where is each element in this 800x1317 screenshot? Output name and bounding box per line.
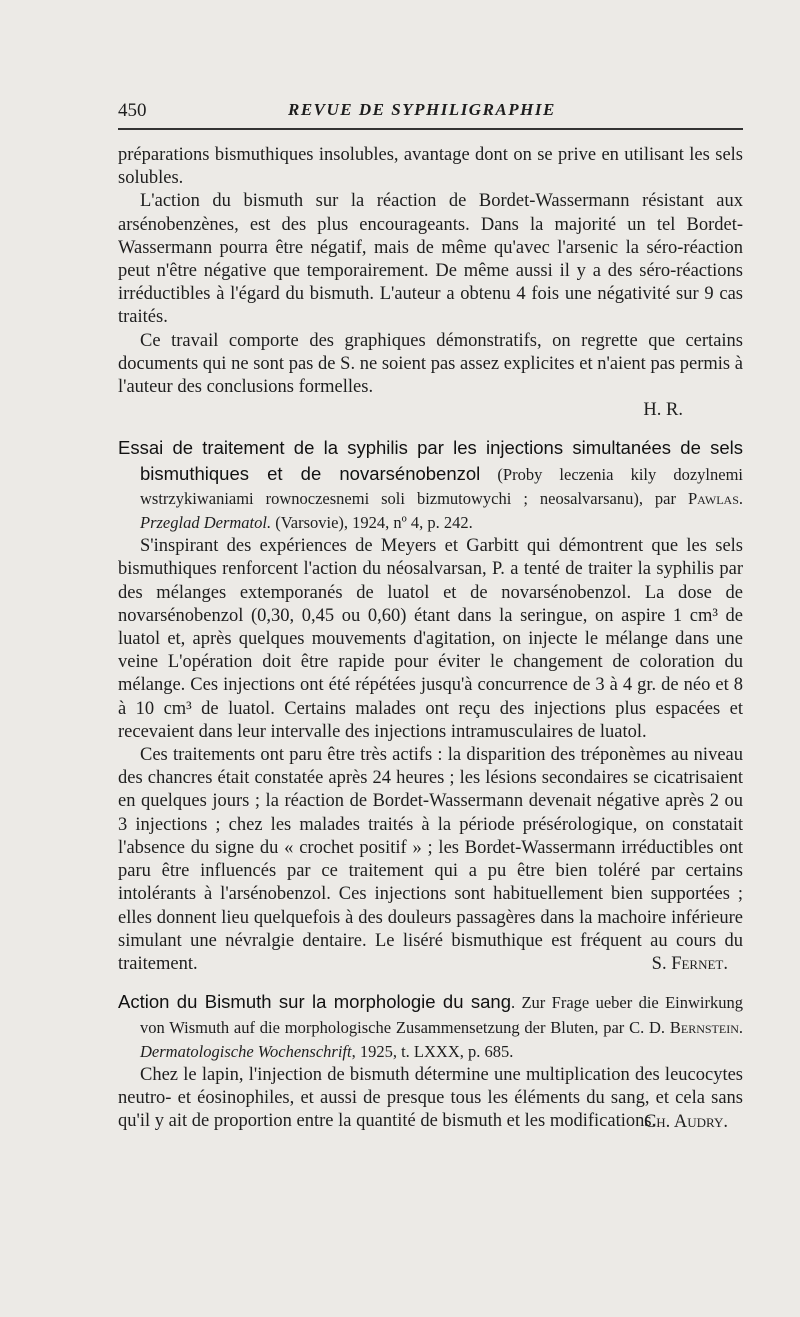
article-reference: (Proby leczenia kily dozylnemi wstrzykiwaniami rownoczesnemi soli bizmutowychi ; neosalvarsanu), par (140, 464, 743, 508)
intro-paragraph-1: préparations bismuthiques insolubles, avantage dont on se prive en utilisant les sels solubles. (118, 145, 743, 189)
article-journal: Przeglad Dermatol. (140, 513, 272, 533)
article-signature: Ch. Audry. (643, 1111, 728, 1132)
article-reference-details: , 1925, t. LXXX, p. 685. (351, 1041, 514, 1061)
text-column (118, 144, 743, 1134)
article-title: Action du Bismuth sur la morphologie du sang (118, 991, 511, 1013)
article-author: Pawlas (687, 488, 739, 508)
article-heading (118, 436, 743, 535)
article-action-bismuth (118, 990, 743, 1133)
article-paragraph-1: Chez le lapin, l'injection de bismuth détermine une multiplication des leucocytes neutro- et éosinophiles, et aussi de presque tous les éléments du sang, et cela sans qu'il y ait de proportion entre la quantité de bismuth et les modifications. (118, 1064, 743, 1132)
intro-paragraph-2: L'action du bismuth sur la réaction de Bordet-Wassermann résistant aux arsénobenzènes, est des plus encourageants. Dans la majorité un tel Bordet-Wassermann pourra être négatif, mais de même qu'avec l'arsenic la séro-réaction peut n'être négative que temporairement. De même aussi il y a des séro-réactions irréductibles à l'égard du bismuth. L'auteur a obtenu 4 fois une négativité sur 9 cas traités. (118, 191, 743, 328)
article-essai-traitement (118, 436, 743, 976)
header-rule (118, 128, 743, 130)
article-author: Bernstein (669, 1017, 739, 1037)
article-heading (118, 990, 743, 1064)
article-paragraph-1: S'inspirant des expériences de Meyers et Garbitt qui démontrent que les sels bismuthiques renforcent l'action du néosalvarsan, P. a tenté de traiter la syphilis par des mélanges extemporanés de luatol et de novarsénobenzol. La dose de novarsénobenzol (0,30, 0,45 ou 0,60) étant dans la seringue, on aspire 1 cm³ de luatol et, après quelques mouvements d'agitation, on injecte le mélange dans une veine L'opération doit être rapide pour éviter le changement de coloration du mélange. Ces injections ont été répétées jusqu'à concurrence de 3 à 4 gr. de néo et 8 à 10 cm³ de luatol. Certains malades ont reçu des injections plus espacées et recevaient dans leur intervalle des injections intramusculaires de luatol. (118, 536, 743, 742)
article-journal: Dermatologische Wochenschrift (140, 1041, 352, 1061)
article-reference-details: (Varsovie), 1924, nº 4, p. 242. (271, 513, 473, 533)
article-signature: S. Fernet. (651, 954, 728, 975)
page-number: 450 (118, 100, 147, 121)
article-reference-sep: . (738, 488, 743, 508)
article-title: Essai de traitement de la syphilis par les injections simultanées de sels bismuthiques et de novarsénobenzol (118, 437, 743, 484)
article-reference: . Zur Frage ueber die Einwirkung von Wismuth auf die morphologische Zusammensetzung der Bluten, par C. D. (140, 993, 743, 1037)
page-header (118, 94, 743, 124)
article-paragraph-2: Ces traitements ont paru être très actifs : la disparition des tréponèmes au niveau des chancres était constatée après 24 heures ; les lésions secondaires se cicatrisaient en quelques jours ; la réaction de Bordet-Wassermann devenait négative après 2 ou 3 injections ; chez les malades traités à la période présérologique, on constatait l'absence du signe du « crochet positif » ; les Bordet-Wassermann irréductibles ont paru être influencés par ce traitement qui a pu être bien toléré par certains intolérants à l'arsénobenzol. Ces injections sont habituellement bien supportées ; elles donnent lieu quelquefois à des douleurs passagères dans la machoire inférieure simulant une névralgie dentaire. Le liséré bismuthique est fréquent au cours du traitement. (118, 745, 743, 974)
running-title: REVUE DE SYPHILIGRAPHIE (288, 100, 556, 119)
article-reference-sep: . (738, 1017, 743, 1037)
intro-signature: H. R. (643, 400, 683, 421)
intro-paragraph-3: Ce travail comporte des graphiques démonstratifs, on regrette que certains documents qui ne sont pas de S. ne soient pas assez explicites et n'aient pas permis à l'auteur des conclusions formelles. (118, 330, 743, 398)
